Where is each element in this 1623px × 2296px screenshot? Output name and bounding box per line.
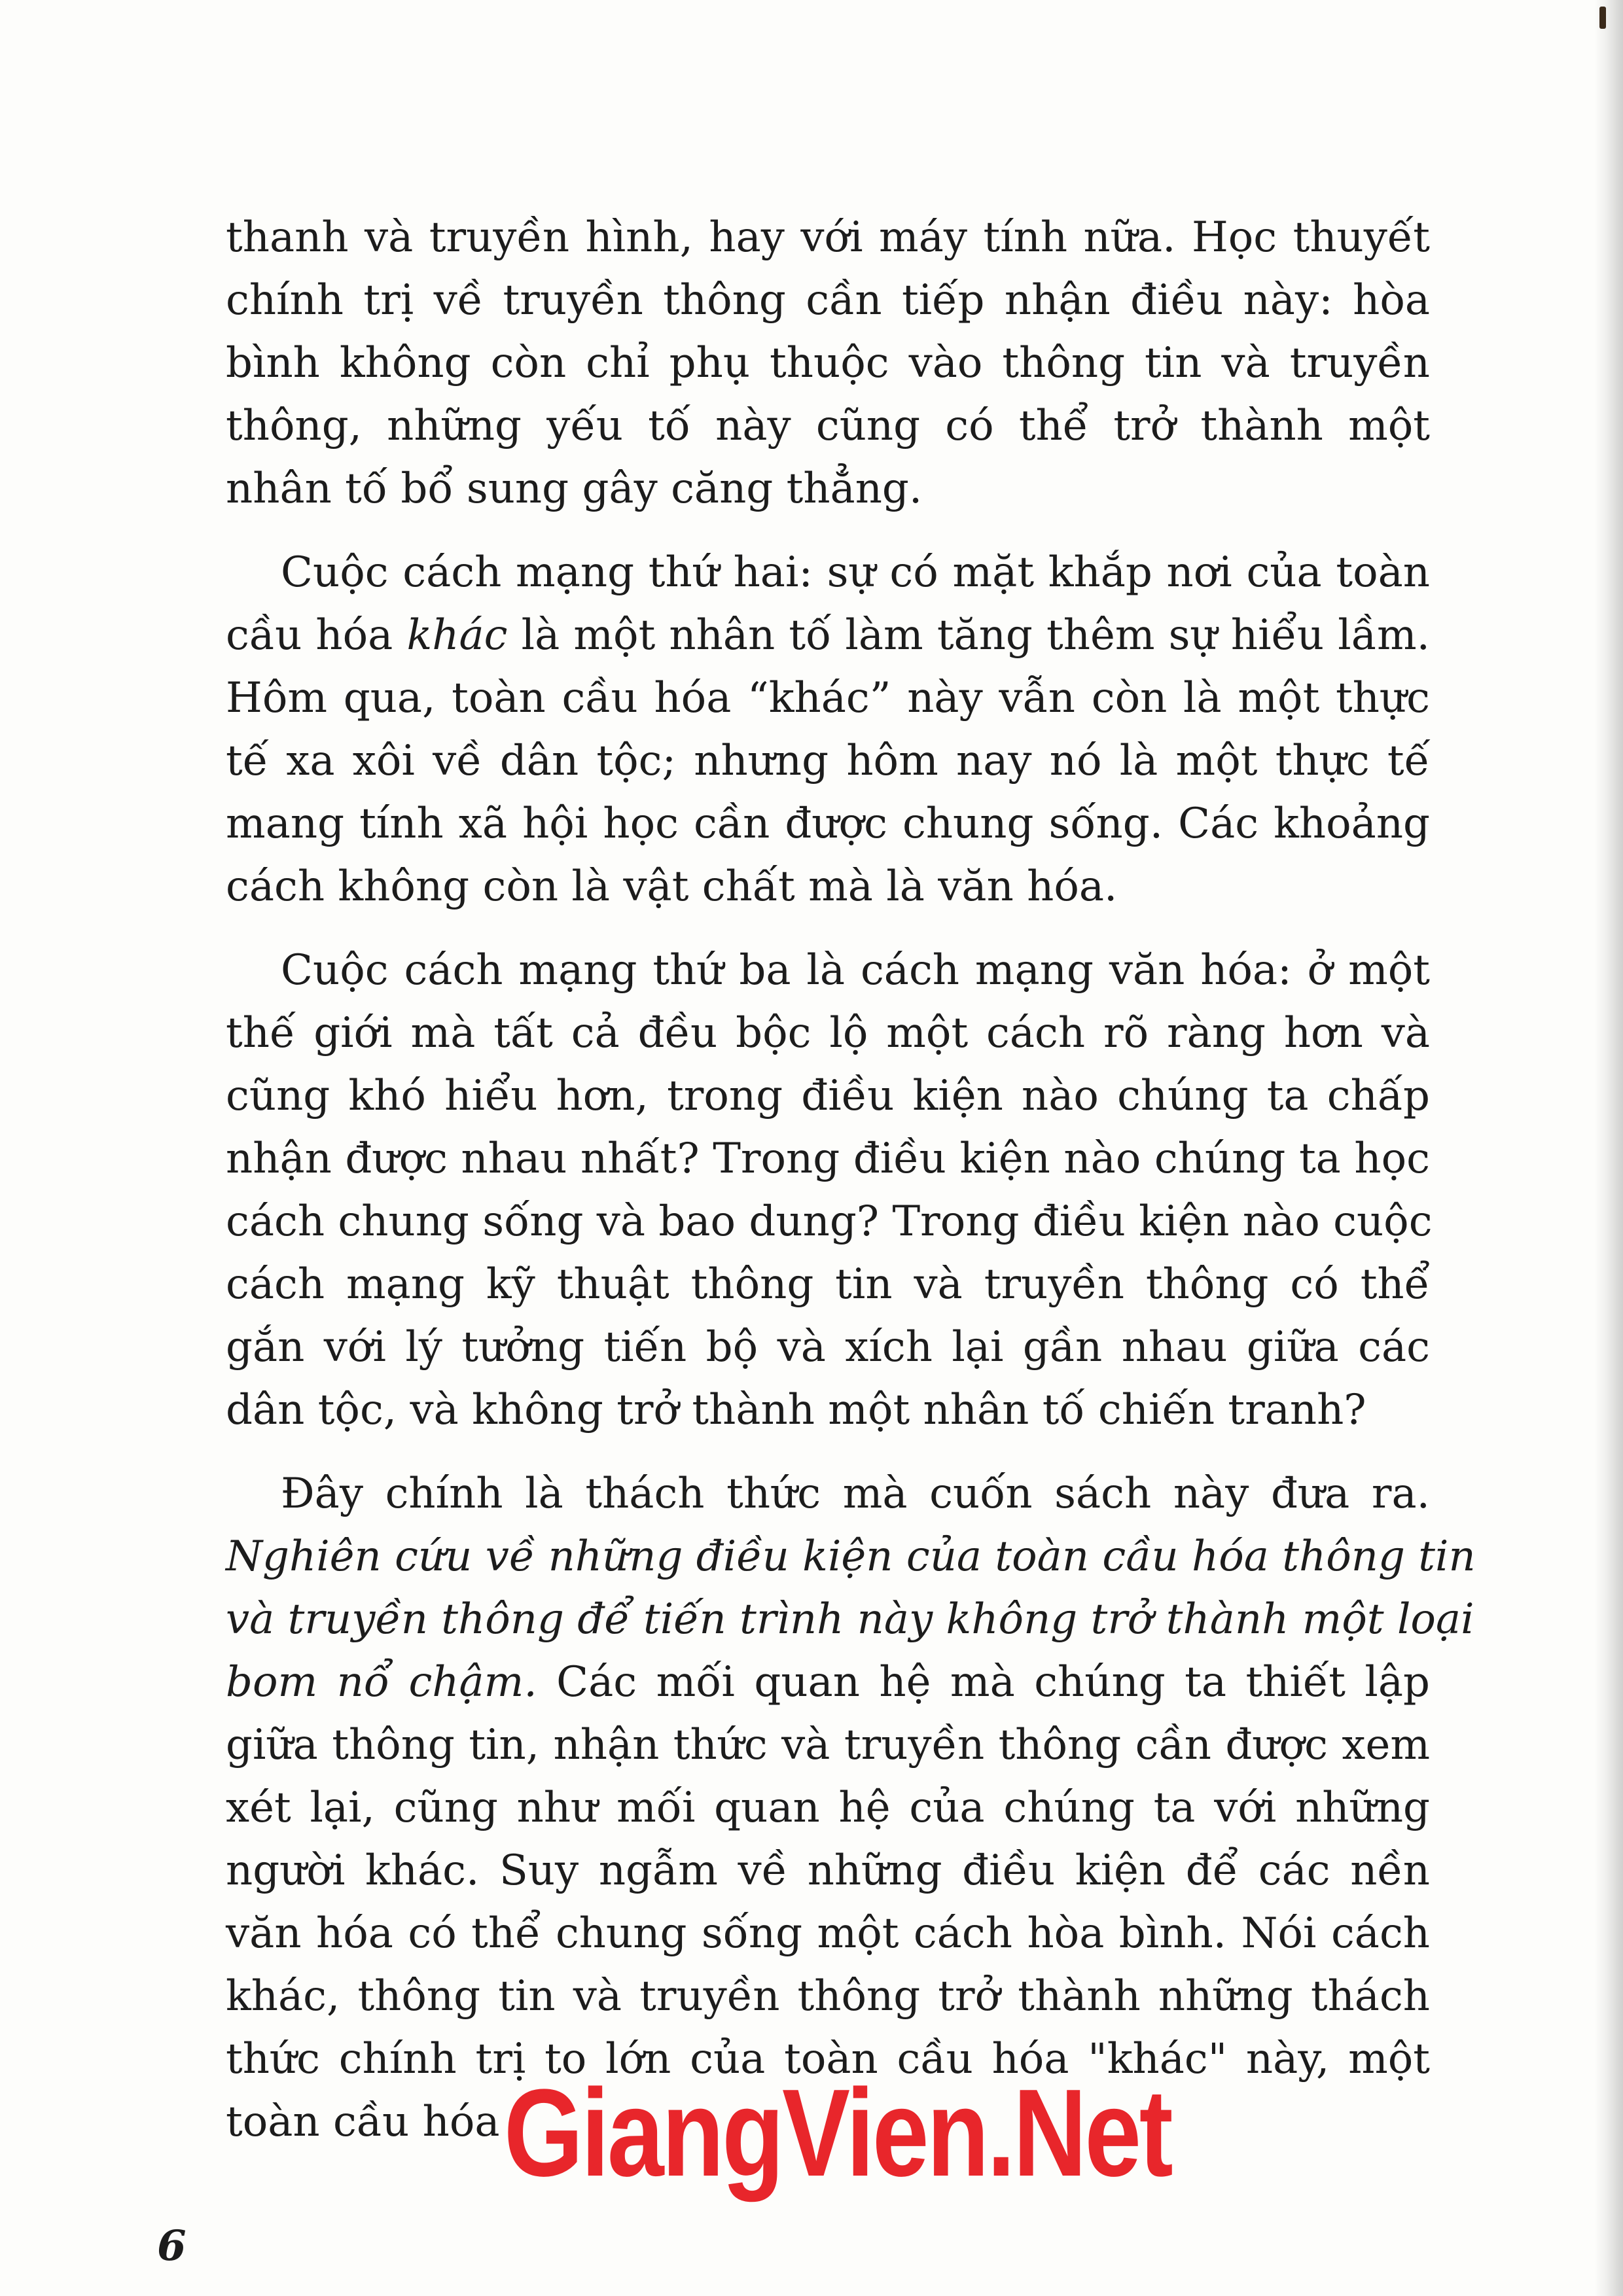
text-line: bình không còn chỉ phụ thuộc vào thông tin và truyền	[226, 339, 1430, 387]
paragraph-1	[226, 206, 1430, 520]
text-line: gắn với lý tưởng tiến bộ và xích lại gần nhau giữa các	[226, 1323, 1430, 1371]
italic-run: khác	[406, 611, 508, 660]
italic-run: bom nổ chậm.	[226, 1658, 537, 1706]
text-line: cách mạng kỹ thuật thông tin và truyền thông có thể	[226, 1260, 1430, 1309]
text-line: mang tính xã hội học cần được chung sống. Các khoảng	[226, 800, 1430, 848]
text-line: nhân tố bổ sung gây căng thẳng.	[226, 465, 923, 513]
binding-mark	[1599, 7, 1606, 29]
paragraph-2	[226, 541, 1430, 918]
text-run: Các mối quan hệ mà chúng ta thiết lập	[537, 1658, 1431, 1706]
text-line: thông, những yếu tố này cũng có thể trở thành một	[226, 402, 1430, 450]
text-line: cách chung sống và bao dung? Trong điều kiện nào cuộc	[226, 1197, 1433, 1246]
text-line: thức chính trị to lớn của toàn cầu hóa "khác" này, một	[226, 2035, 1430, 2083]
text-line: Cuộc cách mạng thứ hai: sự có mặt khắp nơi của toàn	[281, 548, 1430, 597]
text-line: cách không còn là vật chất mà là văn hóa.	[226, 862, 1118, 911]
text-line-mixed	[226, 1651, 1430, 1714]
italic-line: và truyền thông để tiến trình này không trở thành một loại	[226, 1595, 1474, 1644]
paragraph-4	[226, 1462, 1476, 2153]
text-line: chính trị về truyền thông cần tiếp nhận điều này: hòa	[226, 276, 1430, 325]
watermark-logo: GiangVien.Net	[504, 2064, 1171, 2202]
text-line: dân tộc, và không trở thành một nhân tố chiến tranh?	[226, 1386, 1366, 1434]
body-text	[226, 206, 1476, 2174]
text-line: thanh và truyền hình, hay với máy tính nữa. Học thuyết	[226, 213, 1430, 262]
text-line: cũng khó hiểu hơn, trong điều kiện nào chúng ta chấp	[226, 1072, 1430, 1120]
text-line: văn hóa có thể chung sống một cách hòa bình. Nói cách	[226, 1909, 1430, 1958]
text-line: tế xa xôi về dân tộc; nhưng hôm nay nó là một thực tế	[226, 737, 1430, 785]
text-line: toàn cầu hóa	[226, 2098, 500, 2146]
text-line: giữa thông tin, nhận thức và truyền thông cần được xem	[226, 1721, 1430, 1769]
text-line: khác, thông tin và truyền thông trở thành những thách	[226, 1972, 1430, 2021]
text-line-mixed	[226, 604, 1430, 667]
text-run: cầu hóa	[226, 611, 407, 660]
text-line: người khác. Suy ngẫm về những điều kiện để các nền	[226, 1846, 1430, 1895]
text-line: thế giới mà tất cả đều bộc lộ một cách rõ ràng hơn và	[226, 1009, 1430, 1057]
page-number: 6	[157, 2221, 187, 2270]
text-line: Cuộc cách mạng thứ ba là cách mạng văn hóa: ở một	[281, 946, 1430, 995]
italic-line: Nghiên cứu về những điều kiện của toàn cầu hóa thông tin	[226, 1532, 1476, 1581]
text-run: là một nhân tố làm tăng thêm sự hiểu lầm.	[507, 611, 1431, 660]
paragraph-3	[226, 939, 1433, 1441]
text-line: nhận được nhau nhất? Trong điều kiện nào chúng ta học	[226, 1135, 1430, 1183]
page-edge-shadow	[1594, 0, 1623, 2296]
text-line: xét lại, cũng như mối quan hệ của chúng ta với những	[226, 1784, 1430, 1832]
text-line: Hôm qua, toàn cầu hóa “khác” này vẫn còn là một thực	[226, 674, 1430, 722]
text-line: Đây chính là thách thức mà cuốn sách này đưa ra.	[281, 1470, 1430, 1518]
